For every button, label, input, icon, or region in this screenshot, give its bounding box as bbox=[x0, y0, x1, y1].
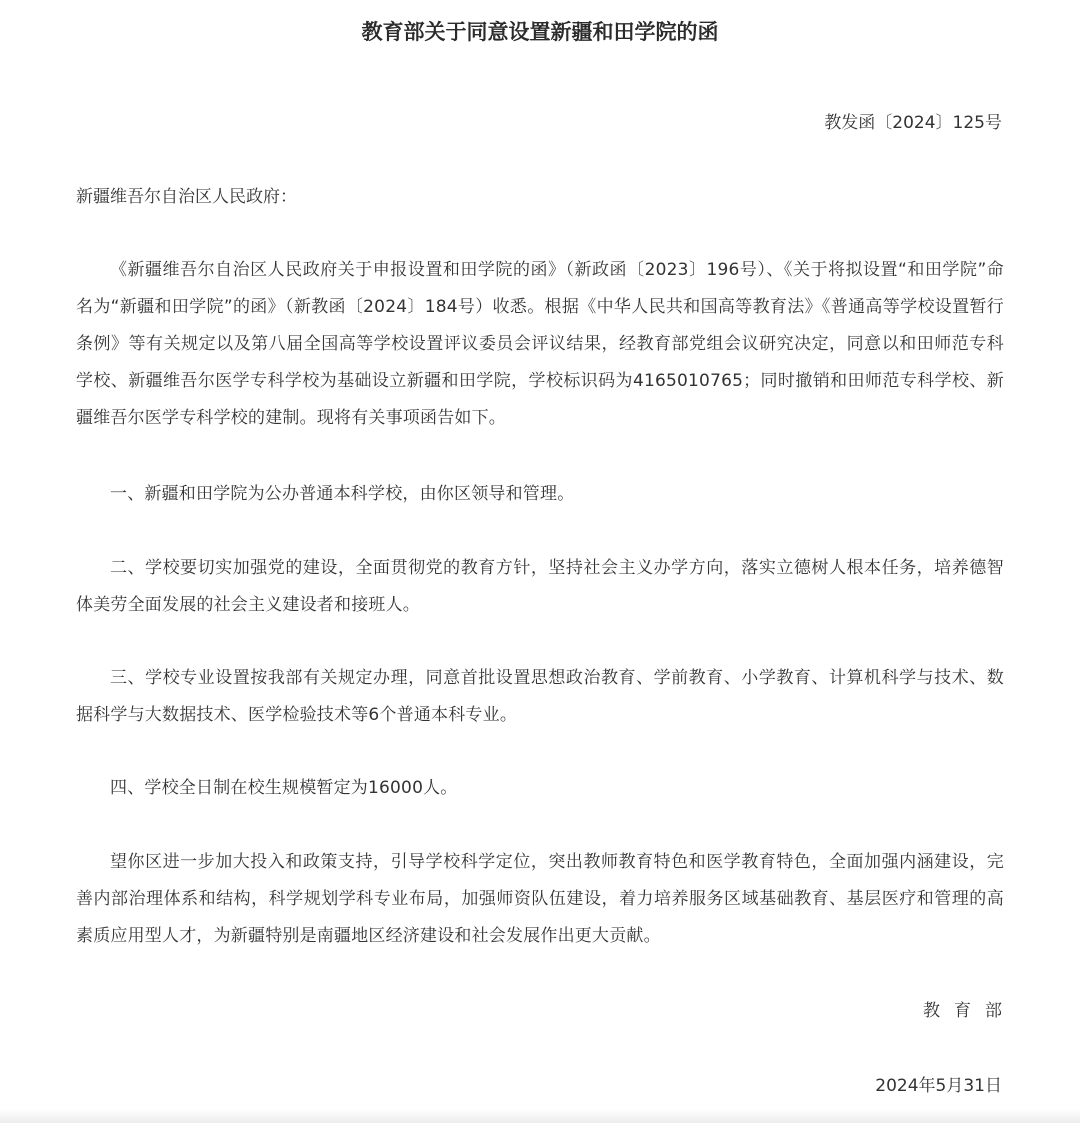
intro-paragraph: 《新疆维吾尔自治区人民政府关于申报设置和田学院的函》（新政函〔2023〕196号）、《关于将拟设置“和田学院”命名为“新疆和田学院”的函》（新教函〔2024〕184号）收悉。根据《中华人民共和国高等教育法》《普通高等学校设置暂行条例》等有关规定以及第八届全国高等学校设置评议委员会评议结果，经教育部党组会议研究决定，同意以和田师范专科学校、新疆维吾尔医学专科学校为基础设立新疆和田学院，学校标识码为4165010765；同时撤销和田师范专科学校、新疆维吾尔医学专科学校的建制。现将有关事项函告如下。 bbox=[76, 260, 1004, 428]
item-four-paragraph: 四、学校全日制在校生规模暂定为16000人。 bbox=[110, 778, 458, 798]
item-one-paragraph: 一、新疆和田学院为公办普通本科学校，由你区领导和管理。 bbox=[110, 484, 575, 504]
page-bottom-shadow bbox=[0, 1109, 1080, 1123]
document-number: 教发函〔2024〕125号 bbox=[824, 113, 1002, 133]
salutation: 新疆维吾尔自治区人民政府： bbox=[76, 187, 297, 207]
signature: 教育部 bbox=[923, 1001, 1016, 1021]
closing-paragraph: 望你区进一步加大投入和政策支持，引导学校科学定位，突出教师教育特色和医学教育特色，全面加强内涵建设，完善内部治理体系和结构，科学规划学科专业布局，加强师资队伍建设，着力培养服务区域基础教育、基层医疗和管理的高素质应用型人才，为新疆特别是南疆地区经济建设和社会发展作出更大贡献。 bbox=[76, 852, 1004, 946]
item-two-paragraph: 二、学校要切实加强党的建设，全面贯彻党的教育方针，坚持社会主义办学方向，落实立德树人根本任务，培养德智体美劳全面发展的社会主义建设者和接班人。 bbox=[76, 558, 1004, 615]
document-title: 教育部关于同意设置新疆和田学院的函 bbox=[361, 20, 719, 44]
document-date: 2024年5月31日 bbox=[875, 1076, 1002, 1096]
item-three-paragraph: 三、学校专业设置按我部有关规定办理，同意首批设置思想政治教育、学前教育、小学教育、计算机科学与技术、数据科学与大数据技术、医学检验技术等6个普通本科专业。 bbox=[76, 668, 1004, 725]
